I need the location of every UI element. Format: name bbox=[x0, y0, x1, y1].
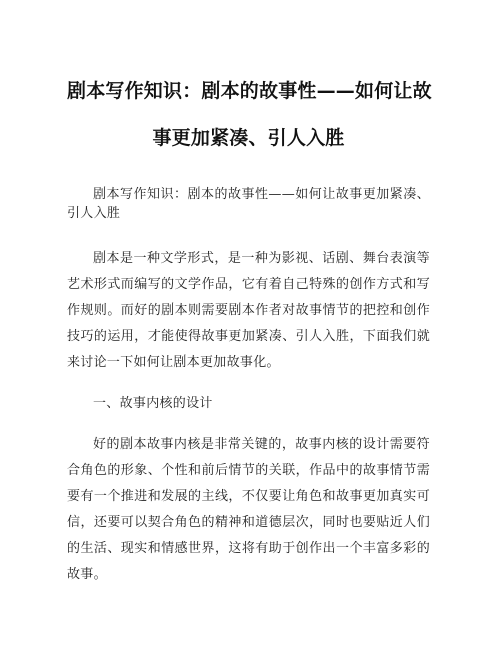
document-title bbox=[67, 68, 430, 162]
body-paragraph: 好的剧本故事内核是非常关键的，故事内核的设计需要符合角色的形象、个性和前后情节的关联，作品中的故事情节需要有一个推进和发展的主线，不仅要让角色和故事更加真实可信，还要可以契合角色的精神和道德层次，同时也要贴近人们的生活、现实和情感世界，这将有助于创作出一个丰富多彩的故事。 bbox=[67, 437, 430, 582]
title-line-2: 事更加紧凑、引人入胜 bbox=[152, 127, 345, 149]
body-paragraph: 剧本是一种文学形式，是一种为影视、话剧、舞台表演等艺术形式而编写的文学作品，它有着自己特殊的创作方式和写作规则。而好的剧本则需要剧本作者对故事情节的把控和创作技巧的运用，才能使得故事更加紧凑、引人入胜，下面我们就来讨论一下如何让剧本更加故事化。 bbox=[67, 251, 430, 370]
intro-paragraph: 剧本写作知识：剧本的故事性——如何让故事更加紧凑、引人入胜 bbox=[67, 187, 430, 221]
section-heading: 一、故事内核的设计 bbox=[93, 396, 213, 411]
title-line-1: 剧本写作知识：剧本的故事性——如何让故 bbox=[67, 80, 432, 102]
